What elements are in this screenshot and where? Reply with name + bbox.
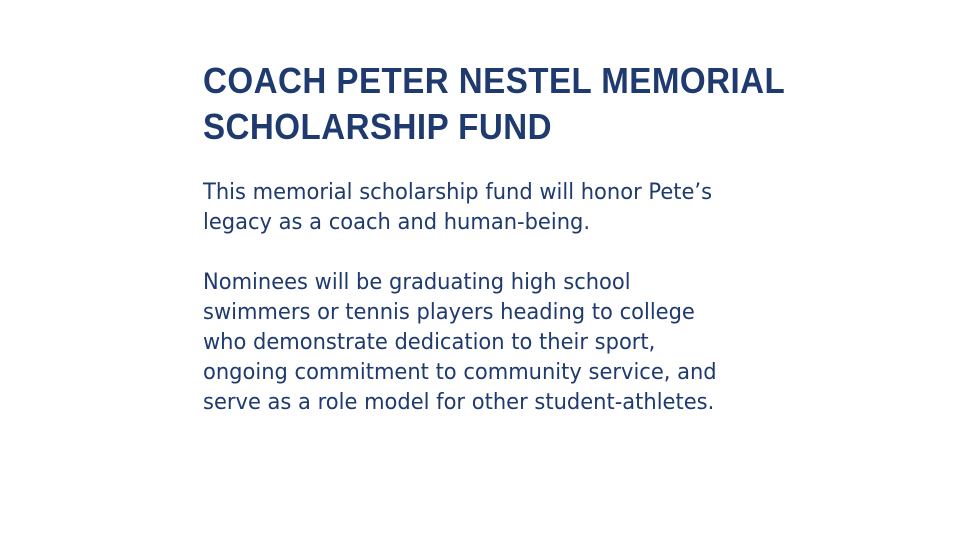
intro-line-2: legacy as a coach and human-being. [203,210,591,235]
nominees-line-3: who demonstrate dedication to their sport, [203,330,656,355]
nominees-line-2: swimmers or tennis players heading to college [203,300,695,325]
title-line-2: SCHOLARSHIP FUND [203,106,553,147]
intro-line-1: This memorial scholarship fund will honor Pete’s [203,180,713,205]
nominees-paragraph [203,268,776,418]
nominees-line-1: Nominees will be graduating high school [203,270,631,295]
intro-paragraph [203,178,776,238]
nominees-line-5: serve as a role model for other student-athletes. [203,390,715,415]
nominees-line-4: ongoing commitment to community service, and [203,360,717,385]
title-line-1: COACH PETER NESTEL MEMORIAL [203,60,786,101]
page-title [203,58,786,150]
content-block [203,58,803,418]
